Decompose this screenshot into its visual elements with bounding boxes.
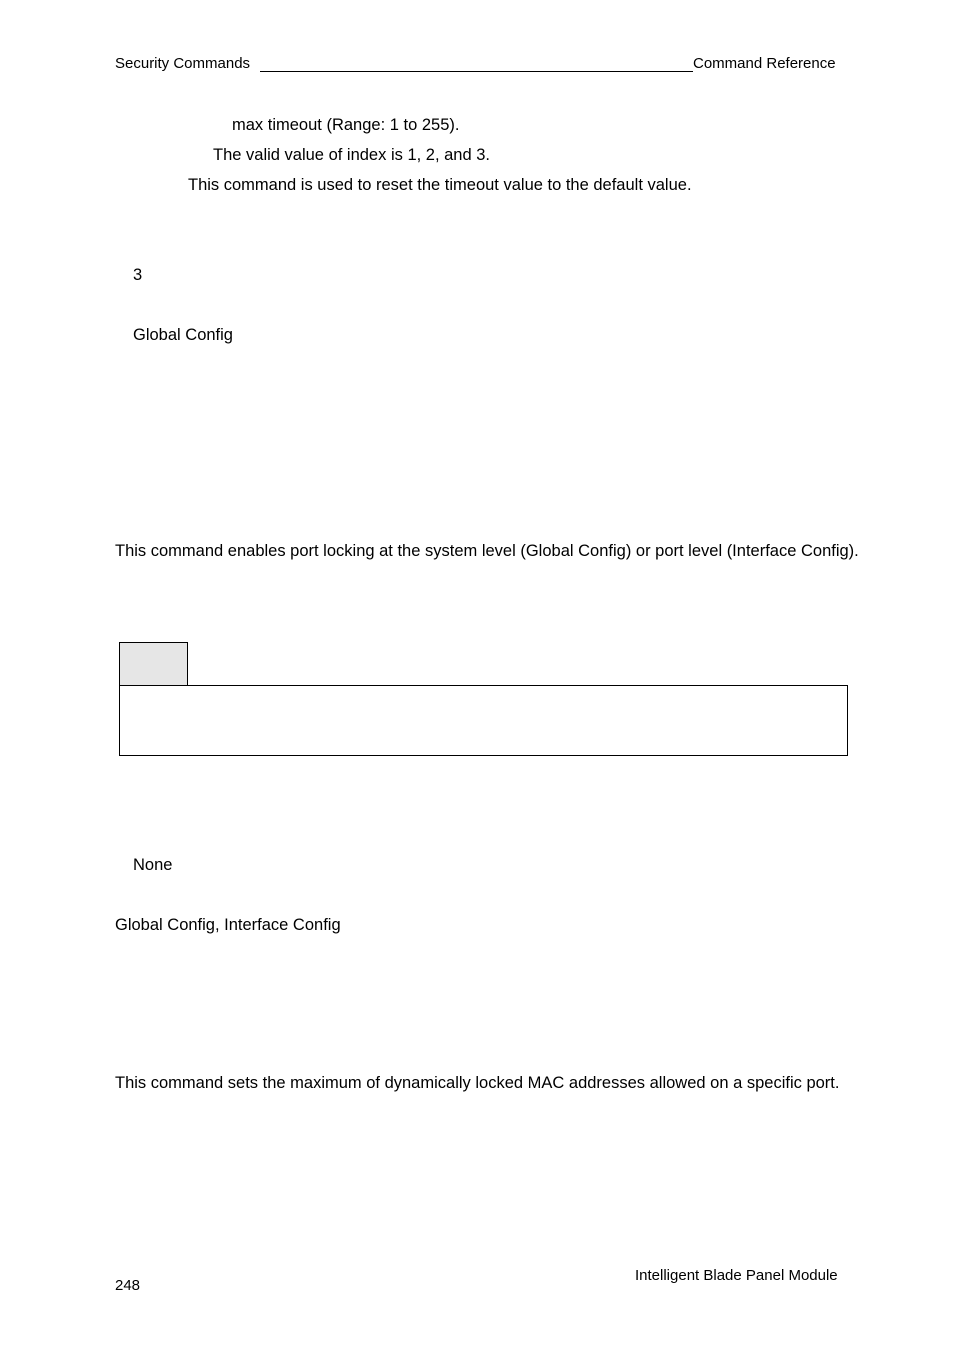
command-mode: Global Config, Interface Config: [115, 916, 341, 934]
max-dynamic-description: This command sets the maximum of dynamically locked MAC addresses allowed on a specific port.: [115, 1074, 840, 1092]
command-format-box: [119, 685, 848, 756]
footer-product-name: Intelligent Blade Panel Module: [635, 1267, 838, 1284]
page-number: 248: [115, 1277, 141, 1294]
format-tab: [119, 642, 188, 686]
header-section-title: Security Commands: [115, 55, 251, 72]
header-rule: [260, 71, 693, 72]
no-form-description: This command is used to reset the timeout value to the default value.: [188, 176, 692, 194]
default-value: None: [133, 856, 173, 874]
header-document-title: Command Reference: [693, 55, 836, 72]
port-lock-description: This command enables port locking at the system level (Global Config) or port level (Interface Config).: [115, 542, 859, 560]
parameter-range-text: max timeout (Range: 1 to 255).: [232, 116, 460, 134]
command-mode: Global Config: [133, 326, 233, 344]
default-value: 3: [133, 266, 143, 284]
parameter-index-text: The valid value of index is 1, 2, and 3.: [213, 146, 491, 164]
